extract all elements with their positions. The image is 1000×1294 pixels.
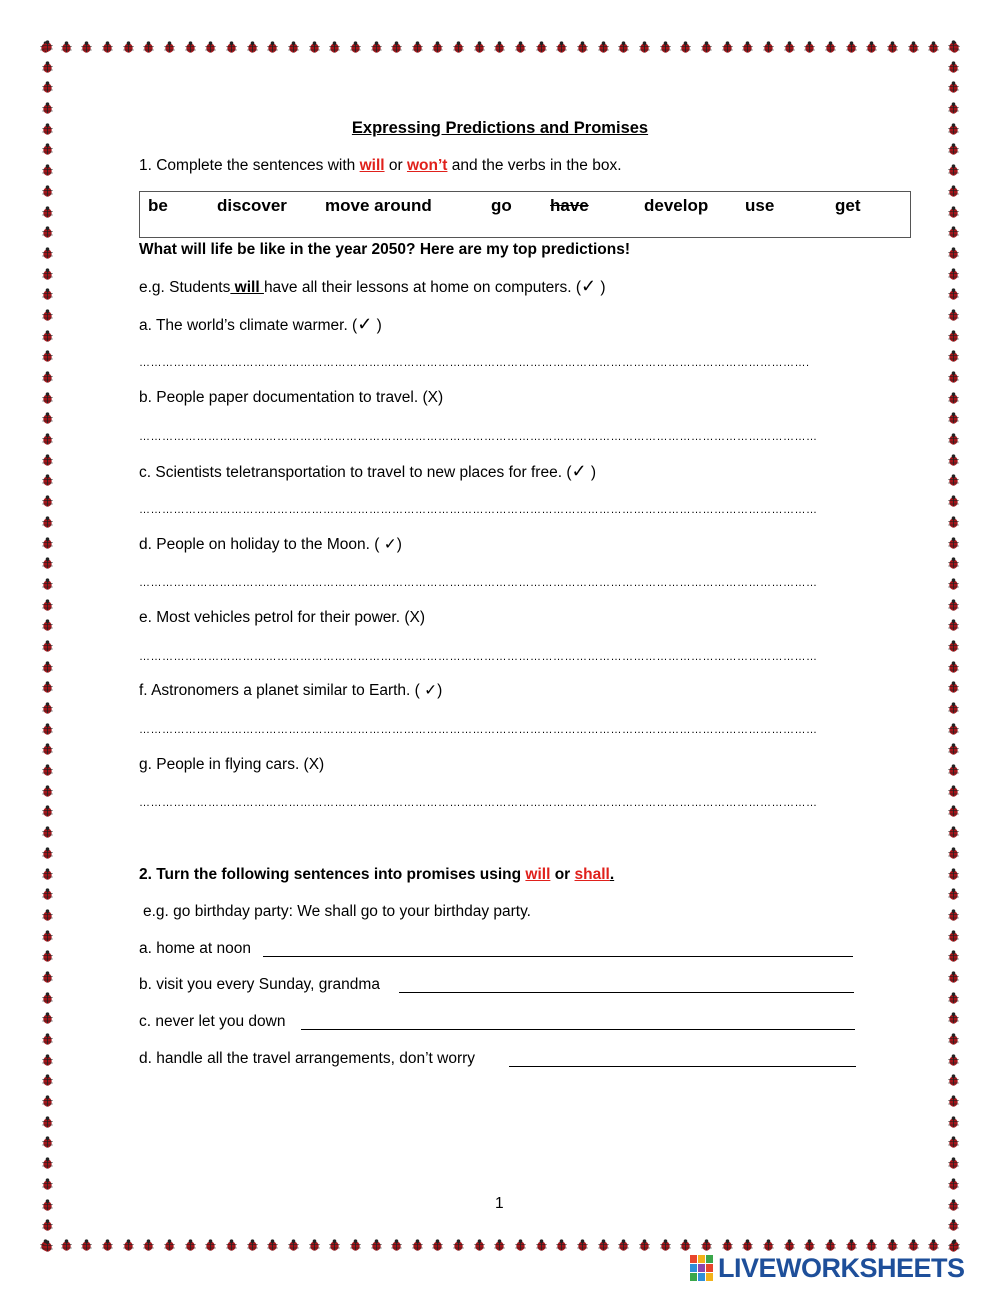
ladybug-icon	[908, 41, 919, 53]
ladybug-icon	[742, 41, 753, 53]
liveworksheets-logo	[690, 1253, 965, 1283]
ladybug-icon	[42, 412, 53, 424]
ladybug-icon	[948, 350, 959, 362]
ladybug-icon	[42, 61, 53, 73]
ladybug-icon	[42, 805, 53, 817]
ladybug-icon	[701, 41, 712, 53]
ladybug-icon	[948, 992, 959, 1004]
ladybug-icon	[226, 41, 237, 53]
ladybug-icon	[804, 1239, 815, 1251]
ladybug-icon	[722, 41, 733, 53]
ladybug-icon	[948, 888, 959, 900]
ladybug-icon	[329, 1239, 340, 1251]
answer-line-promise-c[interactable]	[301, 1029, 855, 1030]
ladybug-icon	[42, 723, 53, 735]
ladybug-icon	[515, 1239, 526, 1251]
ladybug-icon	[948, 847, 959, 859]
item-c-close: )	[586, 464, 597, 481]
ladybug-icon	[42, 681, 53, 693]
ladybug-icon	[515, 41, 526, 53]
example-line	[139, 276, 606, 298]
ladybug-icon	[598, 1239, 609, 1251]
logo-blocks-icon	[690, 1255, 714, 1281]
item-d-text: d. People on holiday to the Moon. (	[139, 536, 384, 553]
ladybug-icon	[42, 474, 53, 486]
ladybug-icon	[948, 805, 959, 817]
ladybug-icon	[42, 537, 53, 549]
section2-example: e.g. go birthday party: We shall go to your birthday party.	[143, 903, 531, 920]
ladybug-icon	[42, 743, 53, 755]
ladybug-icon	[948, 288, 959, 300]
ladybug-icon	[42, 1219, 53, 1231]
ladybug-icon	[247, 1239, 258, 1251]
ladybug-icon	[42, 102, 53, 114]
ladybug-icon	[42, 268, 53, 280]
ladybug-icon	[42, 454, 53, 466]
ladybug-icon	[948, 930, 959, 942]
ladybug-icon	[948, 1240, 959, 1252]
section1-instruction	[139, 156, 622, 176]
ladybug-icon	[205, 1239, 216, 1251]
ladybug-icon	[928, 1239, 939, 1251]
word-discover: discover	[217, 196, 287, 215]
ladybug-icon	[329, 41, 340, 53]
will-keyword: will	[525, 866, 551, 883]
ladybug-icon	[948, 185, 959, 197]
instruction-text: 2. Turn the following sentences into promises using	[139, 866, 526, 883]
item-e: e. Most vehicles petrol for their power. (X)	[139, 609, 426, 626]
ladybug-icon	[453, 41, 464, 53]
word-move-around: move around	[325, 196, 432, 215]
answer-line-f[interactable]: ……………………………………………………………………………………………………………………………………………………………	[139, 724, 818, 736]
ladybug-icon	[42, 392, 53, 404]
ladybug-icon	[908, 1239, 919, 1251]
checkmark-icon: ✓	[357, 314, 373, 334]
section2-instruction	[139, 865, 614, 885]
ladybug-icon	[494, 1239, 505, 1251]
ladybug-icon	[288, 1239, 299, 1251]
ladybug-icon	[948, 1054, 959, 1066]
ladybug-icon	[42, 702, 53, 714]
ladybug-icon	[948, 371, 959, 383]
ladybug-icon	[948, 1136, 959, 1148]
ladybug-icon	[804, 41, 815, 53]
brand-name: LIVEWORKSHEETS	[718, 1252, 965, 1283]
ladybug-icon	[618, 41, 629, 53]
ladybug-icon	[948, 247, 959, 259]
ladybug-icon	[42, 1116, 53, 1128]
ladybug-icon	[185, 1239, 196, 1251]
period: .	[609, 866, 615, 883]
ladybug-icon	[948, 1219, 959, 1231]
answer-line-a[interactable]: ………………………………………………………………………………………………………………………………………………………….	[139, 357, 810, 369]
ladybug-icon	[226, 1239, 237, 1251]
ladybug-icon	[948, 1157, 959, 1169]
example-suffix: have all their lessons at home on computers. (	[263, 279, 581, 296]
ladybug-icon	[42, 847, 53, 859]
ladybug-icon	[948, 826, 959, 838]
ladybug-icon	[948, 764, 959, 776]
checkmark-icon: ✓	[383, 536, 397, 553]
ladybug-icon	[42, 206, 53, 218]
ladybug-icon	[948, 392, 959, 404]
ladybug-icon	[42, 350, 53, 362]
ladybug-icon	[948, 537, 959, 549]
ladybug-icon	[948, 1178, 959, 1190]
ladybug-icon	[309, 1239, 320, 1251]
ladybug-icon	[102, 1239, 113, 1251]
ladybug-icon	[742, 1239, 753, 1251]
ladybug-icon	[948, 578, 959, 590]
ladybug-icon	[948, 474, 959, 486]
answer-line-g[interactable]: ……………………………………………………………………………………………………………………………………………………………	[139, 797, 818, 809]
item-a-close: )	[372, 317, 382, 334]
item-f-text: f. Astronomers a planet similar to Earth. (	[139, 682, 425, 699]
answer-line-c[interactable]: ……………………………………………………………………………………………………………………………………………………………	[139, 504, 818, 516]
ladybug-icon	[42, 1199, 53, 1211]
ladybug-icon	[948, 785, 959, 797]
ladybug-icon	[948, 143, 959, 155]
ladybug-icon	[42, 578, 53, 590]
answer-line-promise-b[interactable]	[399, 992, 854, 993]
ladybug-icon	[948, 40, 959, 52]
ladybug-icon	[42, 1074, 53, 1086]
ladybug-icon	[123, 1239, 134, 1251]
answer-line-promise-d[interactable]	[509, 1066, 856, 1067]
ladybug-icon	[432, 41, 443, 53]
ladybug-icon	[556, 1239, 567, 1251]
ladybug-icon	[948, 1012, 959, 1024]
ladybug-icon	[948, 619, 959, 631]
ladybug-icon	[42, 950, 53, 962]
ladybug-icon	[948, 164, 959, 176]
item-f	[139, 681, 442, 701]
ladybug-icon	[948, 599, 959, 611]
ladybug-icon	[577, 41, 588, 53]
example-prefix: e.g. Students	[139, 279, 231, 296]
ladybug-icon	[948, 743, 959, 755]
ladybug-icon	[391, 1239, 402, 1251]
ladybug-icon	[81, 1239, 92, 1251]
ladybug-icon	[660, 1239, 671, 1251]
ladybug-icon	[205, 41, 216, 53]
ladybug-icon	[598, 41, 609, 53]
ladybug-icon	[123, 41, 134, 53]
ladybug-icon	[948, 971, 959, 983]
ladybug-icon	[371, 41, 382, 53]
ladybug-icon	[948, 61, 959, 73]
ladybug-icon	[412, 41, 423, 53]
ladybug-icon	[866, 41, 877, 53]
ladybug-icon	[948, 681, 959, 693]
ladybug-icon	[288, 41, 299, 53]
ladybug-icon	[42, 226, 53, 238]
ladybug-icon	[42, 888, 53, 900]
ladybug-icon	[42, 1240, 53, 1252]
ladybug-icon	[639, 41, 650, 53]
ladybug-icon	[143, 1239, 154, 1251]
ladybug-icon	[42, 640, 53, 652]
ladybug-icon	[42, 495, 53, 507]
ladybug-icon	[42, 909, 53, 921]
page-title: Expressing Predictions and Promises	[351, 119, 649, 137]
ladybug-icon	[763, 1239, 774, 1251]
answer-line-d[interactable]: ……………………………………………………………………………………………………………………………………………………………	[139, 577, 818, 589]
promise-a: a. home at noon	[139, 940, 252, 957]
ladybug-icon	[948, 1074, 959, 1086]
ladybug-icon	[164, 1239, 175, 1251]
ladybug-icon	[453, 1239, 464, 1251]
ladybug-icon	[42, 1178, 53, 1190]
ladybug-icon	[412, 1239, 423, 1251]
ladybug-icon	[660, 41, 671, 53]
ladybug-icon	[948, 412, 959, 424]
ladybug-icon	[42, 164, 53, 176]
ladybug-icon	[474, 41, 485, 53]
ladybug-icon	[61, 1239, 72, 1251]
ladybug-icon	[432, 1239, 443, 1251]
ladybug-icon	[825, 41, 836, 53]
or-text: or	[550, 866, 575, 883]
item-d-close: )	[396, 536, 402, 553]
ladybug-icon	[102, 41, 113, 53]
ladybug-icon	[267, 1239, 278, 1251]
ladybug-icon	[42, 40, 53, 52]
ladybug-icon	[846, 41, 857, 53]
example-will: will	[230, 279, 264, 296]
ladybug-icon	[42, 247, 53, 259]
ladybug-icon	[247, 41, 258, 53]
checkmark-icon: ✓	[580, 276, 597, 296]
ladybug-icon	[680, 41, 691, 53]
ladybug-icon	[948, 454, 959, 466]
ladybug-icon	[928, 41, 939, 53]
ladybug-icon	[42, 599, 53, 611]
checkmark-icon: ✓	[571, 461, 587, 481]
item-c	[139, 461, 596, 483]
ladybug-icon	[948, 102, 959, 114]
ladybug-icon	[556, 41, 567, 53]
ladybug-icon	[42, 992, 53, 1004]
ladybug-icon	[42, 971, 53, 983]
ladybug-icon	[948, 909, 959, 921]
ladybug-icon	[42, 433, 53, 445]
item-a-text: a. The world’s climate warmer. (	[139, 317, 358, 334]
ladybug-icon	[42, 764, 53, 776]
item-g: g. People in flying cars. (X)	[139, 756, 325, 773]
ladybug-icon	[42, 557, 53, 569]
checkmark-icon: ✓	[424, 682, 438, 699]
ladybug-icon	[948, 309, 959, 321]
item-b: b. People paper documentation to travel. (X)	[139, 389, 444, 406]
ladybug-icon	[948, 868, 959, 880]
wont-keyword: won’t	[406, 157, 448, 174]
ladybug-icon	[948, 330, 959, 342]
ladybug-icon	[948, 1116, 959, 1128]
ladybug-icon	[948, 1095, 959, 1107]
border-top	[40, 40, 960, 54]
ladybug-icon	[42, 1012, 53, 1024]
answer-line-promise-a[interactable]	[263, 956, 853, 957]
promise-b: b. visit you every Sunday, grandma	[139, 976, 380, 993]
ladybug-icon	[164, 41, 175, 53]
ladybug-icon	[474, 1239, 485, 1251]
ladybug-icon	[42, 143, 53, 155]
ladybug-icon	[948, 226, 959, 238]
word-use: use	[745, 196, 775, 215]
item-a	[139, 314, 382, 336]
ladybug-icon	[680, 1239, 691, 1251]
ladybug-icon	[887, 1239, 898, 1251]
instruction-suffix: and the verbs in the box.	[447, 157, 622, 174]
ladybug-icon	[309, 41, 320, 53]
ladybug-icon	[948, 81, 959, 93]
ladybug-icon	[185, 41, 196, 53]
ladybug-icon	[639, 1239, 650, 1251]
ladybug-icon	[948, 516, 959, 528]
ladybug-icon	[42, 1157, 53, 1169]
ladybug-icon	[350, 1239, 361, 1251]
or-text: or	[384, 157, 407, 174]
word-get: get	[835, 196, 861, 215]
word-go: go	[491, 196, 512, 215]
ladybug-icon	[42, 371, 53, 383]
ladybug-icon	[825, 1239, 836, 1251]
border-left	[40, 40, 54, 1252]
ladybug-icon	[948, 268, 959, 280]
ladybug-icon	[42, 1136, 53, 1148]
ladybug-icon	[763, 41, 774, 53]
border-right	[946, 40, 960, 1252]
ladybug-icon	[42, 1033, 53, 1045]
item-d	[139, 535, 402, 555]
ladybug-icon	[948, 950, 959, 962]
ladybug-icon	[618, 1239, 629, 1251]
section1-subheading: What will life be like in the year 2050? Here are my top predictions!	[139, 241, 630, 258]
ladybug-icon	[267, 41, 278, 53]
ladybug-icon	[391, 41, 402, 53]
ladybug-icon	[350, 41, 361, 53]
ladybug-icon	[577, 1239, 588, 1251]
ladybug-icon	[784, 1239, 795, 1251]
ladybug-icon	[948, 1033, 959, 1045]
item-c-text: c. Scientists teletransportation to travel to new places for free. (	[139, 464, 572, 481]
ladybug-icon	[887, 41, 898, 53]
shall-keyword: shall	[574, 866, 610, 883]
border-bottom	[40, 1238, 960, 1252]
ladybug-icon	[846, 1239, 857, 1251]
word-be: be	[148, 196, 168, 215]
ladybug-icon	[866, 1239, 877, 1251]
ladybug-icon	[61, 41, 72, 53]
ladybug-icon	[784, 41, 795, 53]
will-keyword: will	[359, 157, 385, 174]
ladybug-icon	[948, 206, 959, 218]
word-have: have	[550, 196, 589, 215]
promise-d: d. handle all the travel arrangements, don’t worry	[139, 1050, 476, 1067]
ladybug-icon	[42, 1095, 53, 1107]
ladybug-icon	[42, 516, 53, 528]
ladybug-icon	[42, 661, 53, 673]
ladybug-icon	[536, 1239, 547, 1251]
ladybug-icon	[42, 826, 53, 838]
ladybug-icon	[143, 41, 154, 53]
answer-line-e[interactable]: ……………………………………………………………………………………………………………………………………………………………	[139, 651, 818, 663]
ladybug-icon	[701, 1239, 712, 1251]
ladybug-icon	[42, 81, 53, 93]
ladybug-icon	[948, 661, 959, 673]
ladybug-icon	[42, 619, 53, 631]
ladybug-icon	[42, 930, 53, 942]
ladybug-icon	[948, 723, 959, 735]
word-box	[139, 191, 911, 238]
ladybug-icon	[536, 41, 547, 53]
ladybug-icon	[948, 557, 959, 569]
instruction-text: 1. Complete the sentences with	[139, 157, 360, 174]
promise-c: c. never let you down	[139, 1013, 286, 1030]
ladybug-icon	[722, 1239, 733, 1251]
ladybug-icon	[948, 433, 959, 445]
example-close: )	[596, 279, 606, 296]
ladybug-icon	[42, 868, 53, 880]
ladybug-icon	[81, 41, 92, 53]
ladybug-icon	[494, 41, 505, 53]
ladybug-icon	[948, 640, 959, 652]
ladybug-icon	[948, 702, 959, 714]
ladybug-icon	[948, 1199, 959, 1211]
ladybug-icon	[42, 785, 53, 797]
item-f-close: )	[437, 682, 443, 699]
ladybug-icon	[371, 1239, 382, 1251]
ladybug-icon	[948, 495, 959, 507]
word-develop: develop	[644, 196, 709, 215]
ladybug-icon	[42, 288, 53, 300]
ladybug-icon	[42, 330, 53, 342]
answer-line-b[interactable]: ……………………………………………………………………………………………………………………………………………………………	[139, 431, 818, 443]
ladybug-icon	[42, 185, 53, 197]
ladybug-icon	[42, 1054, 53, 1066]
ladybug-icon	[42, 309, 53, 321]
page-number: 1	[495, 1195, 504, 1212]
